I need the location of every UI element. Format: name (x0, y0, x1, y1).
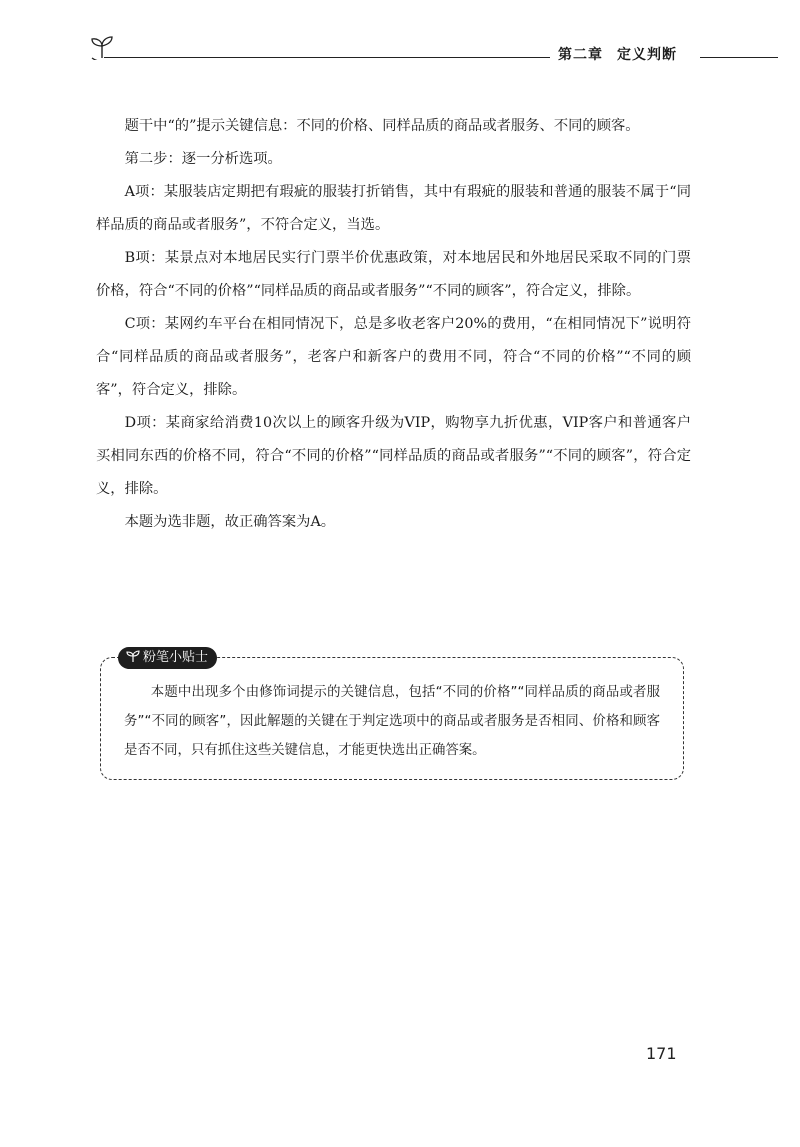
tip-badge (118, 647, 217, 669)
chapter-label: 第二章 (558, 47, 603, 63)
paragraph-key-info: 题干中“的”提示关键信息：不同的价格、同样品质的商品或者服务、不同的顾客。 (124, 118, 640, 134)
paragraph-answer: 本题为选非题，故正确答案为A。 (124, 514, 336, 530)
page-number: 171 (646, 1044, 677, 1063)
paragraph-option-b: B项：某景点对本地居民实行门票半价优惠政策，对本地居民和外地居民采取不同的门票价格，符合“不同的价格”“同样品质的商品或者服务”“不同的顾客”，符合定义，排除。 (96, 250, 691, 299)
header-rule-right (700, 57, 778, 58)
paragraph-option-a: A项：某服装店定期把有瑕疵的服装打折销售，其中有瑕疵的服装和普通的服装不属于“同样品质的商品或者服务”，不符合定义，当选。 (96, 184, 691, 233)
section-label: 定义判断 (617, 47, 677, 63)
header-rule-left (104, 57, 550, 58)
tip-text: 本题中出现多个由修饰词提示的关键信息，包括“不同的价格”“同样品质的商品或者服务”“不同的顾客”，因此解题的关键在于判定选项中的商品或者服务是否相同、价格和顾客是否不同，只有抓住这些关键信息，才能更快选出正确答案。 (124, 685, 660, 758)
chapter-heading (558, 44, 677, 64)
tip-title: 粉笔小贴士 (143, 650, 209, 665)
paragraph-option-d: D项：某商家给消费10次以上的顾客升级为VIP，购物享九折优惠，VIP客户和普通客户买相同东西的价格不同，符合“不同的价格”“同样品质的商品或者服务”“不同的顾客”，符合定义，排除。 (96, 415, 691, 497)
sprout-icon (88, 32, 118, 60)
paragraph-step-two: 第二步：逐一分析选项。 (124, 151, 282, 167)
paragraph-option-c: C项：某网约车平台在相同情况下，总是多收老客户20%的费用，“在相同情况下”说明符合“同样品质的商品或者服务”，老客户和新客户的费用不同，符合“不同的价格”“不同的顾客”，符合定义，排除。 (96, 316, 691, 398)
running-header (88, 28, 778, 68)
sprout-icon (126, 650, 140, 662)
body-text (96, 110, 691, 539)
